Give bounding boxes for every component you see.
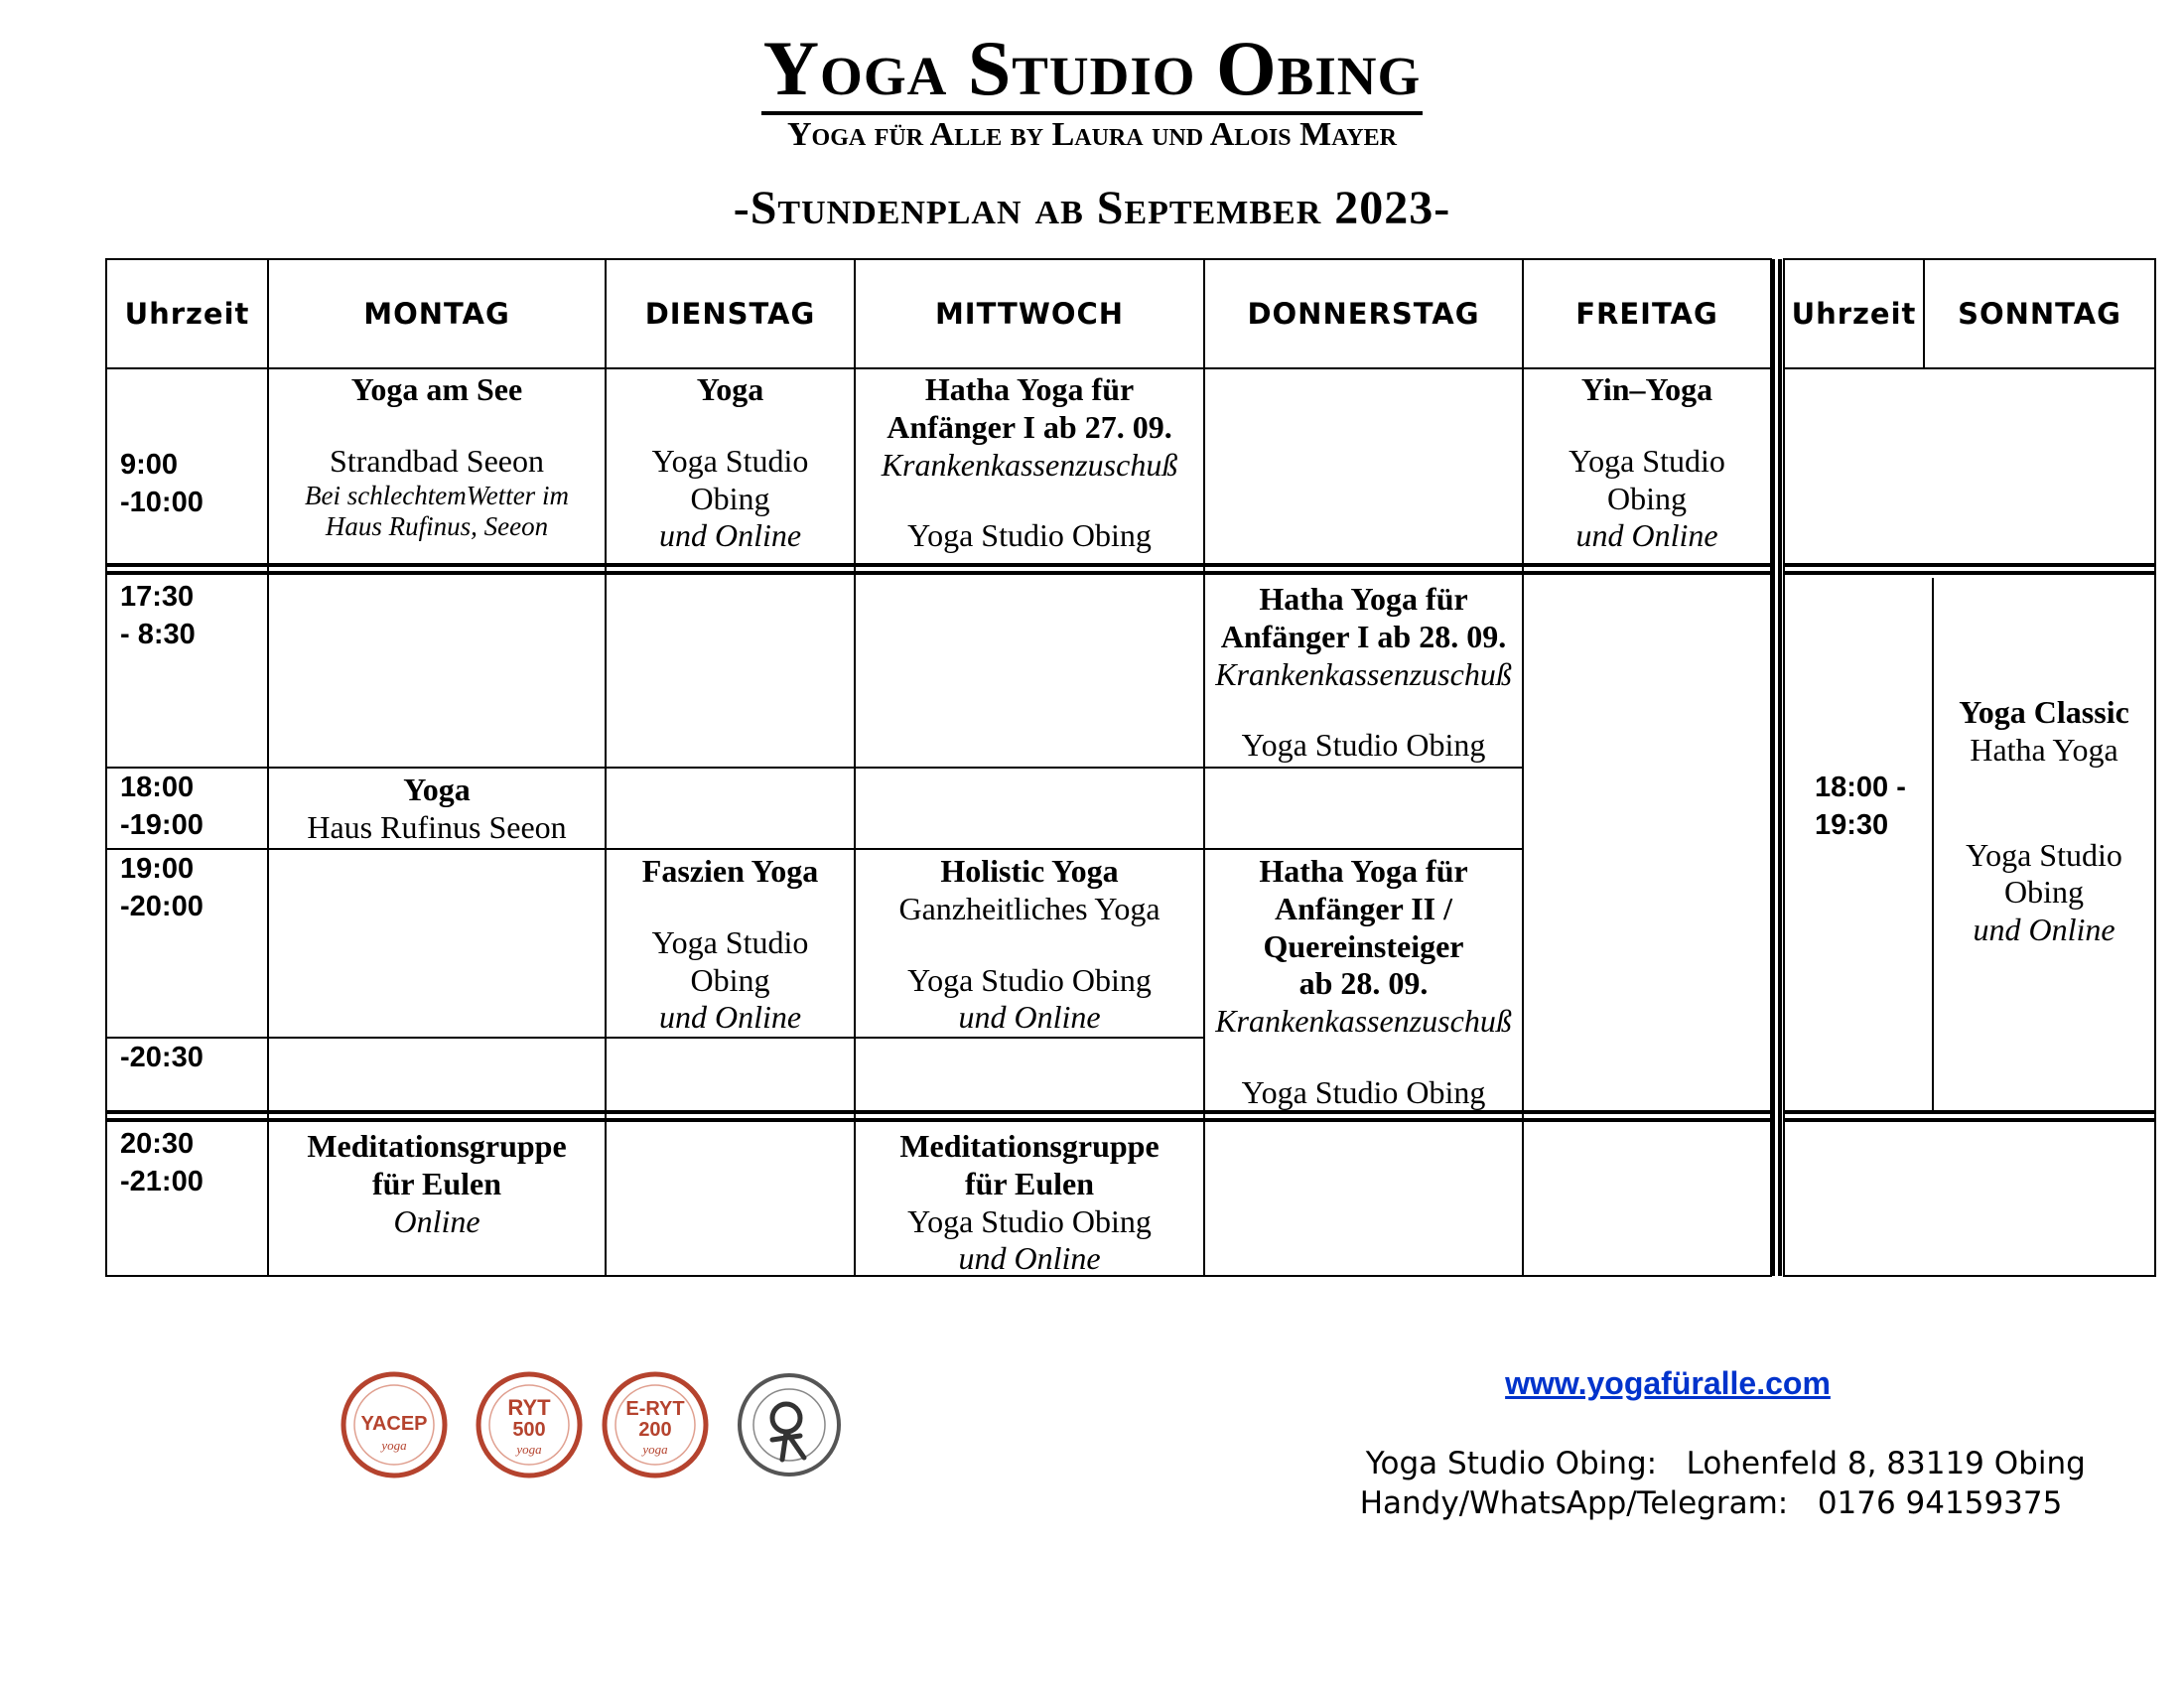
page-subtitle: Yoga für Alle by Laura und Alois Mayer [786, 116, 1398, 153]
time-end: -20:30 [120, 1042, 204, 1073]
eryt-sub: yoga [642, 1442, 668, 1457]
time-end: -21:00 [120, 1165, 204, 1197]
class-place: Yoga Studio [1569, 442, 1725, 479]
class-thu-1900 [1204, 847, 1523, 1112]
class-title: Quereinsteiger [1263, 927, 1464, 964]
class-title: Anfänger II / [1275, 890, 1452, 926]
column-header-freitag: FREITAG [1575, 297, 1718, 331]
class-title: ab 28. 09. [1298, 965, 1429, 1002]
class-mon-2030 [268, 1122, 606, 1240]
column-header-uhrzeit: Uhrzeit [124, 297, 250, 331]
class-title: für Eulen [964, 1165, 1095, 1201]
class-online: und Online [1973, 912, 2116, 947]
class-title: Meditationsgruppe [899, 1128, 1160, 1164]
class-note: Krankenkassenzuschuß [1215, 1003, 1512, 1039]
class-title: Anfänger I ab 27. 09. [887, 408, 1172, 445]
class-title: Yin–Yoga [1580, 371, 1713, 407]
class-place: Strandbad Seeon [330, 442, 544, 479]
yacep-sub: yoga [381, 1438, 407, 1453]
yacep-badge-icon [340, 1370, 449, 1479]
class-place: Yoga Studio Obing [907, 1202, 1152, 1239]
eryt-number: 200 [638, 1419, 672, 1441]
address-value: Lohenfeld 8, 83119 Obing [1686, 1446, 2086, 1481]
time-start: 19:00 [120, 853, 195, 885]
class-title: Yoga am See [350, 371, 523, 407]
class-title: Hatha Yoga für [924, 371, 1135, 407]
class-place: Yoga Studio Obing [1241, 727, 1486, 764]
eryt200-badge-icon [601, 1370, 710, 1479]
time-slot-1800 [106, 766, 268, 844]
class-wed-morning [855, 365, 1204, 555]
schedule-title: -Stundenplan ab September 2023- [733, 182, 1451, 234]
time-slot-sunday [1801, 766, 1930, 844]
class-note: Krankenkassenzuschuß [1215, 655, 1512, 692]
class-title: Yoga [696, 371, 764, 407]
column-header-uhrzeit-sunday: Uhrzeit [1791, 297, 1917, 331]
class-online: und Online [958, 999, 1101, 1036]
class-online: Online [393, 1202, 480, 1239]
class-sun-evening [1933, 688, 2155, 949]
class-tue-1900 [606, 847, 855, 1037]
time-start: 9:00 [120, 449, 179, 481]
time-end: 19:30 [1815, 808, 1889, 841]
ryt-sub: yoga [516, 1442, 542, 1457]
class-place: Obing [690, 961, 770, 998]
time-end: -19:00 [120, 808, 204, 841]
ryt-number: 500 [512, 1419, 546, 1441]
class-note: Haus Rufinus, Seeon [325, 511, 549, 542]
class-place: Obing [2004, 874, 2084, 911]
class-wed-2030 [855, 1122, 1204, 1278]
time-end: -20:00 [120, 890, 204, 922]
phone-value: 0176 94159375 [1817, 1485, 2063, 1521]
class-title: für Eulen [371, 1165, 502, 1201]
class-title: Hatha Yoga für [1259, 581, 1468, 617]
column-header-mittwoch: MITTWOCH [934, 297, 1125, 331]
class-title: Anfänger I ab 28. 09. [1220, 618, 1507, 654]
time-slot-2030-end [106, 1036, 268, 1077]
class-place: Yoga Studio [651, 442, 809, 479]
class-title: Yoga [403, 772, 471, 807]
column-header-montag: MONTAG [363, 297, 510, 331]
column-header-dienstag: DIENSTAG [644, 297, 816, 331]
phone-line [1340, 1450, 2062, 1521]
class-online: und Online [958, 1240, 1101, 1277]
time-slot-2030 [106, 1122, 268, 1200]
time-slot-1900 [106, 847, 268, 925]
time-start: 20:30 [120, 1128, 195, 1160]
time-start: 18:00 [120, 772, 195, 803]
class-tue-morning [606, 365, 855, 555]
praevention-badge-icon [735, 1370, 844, 1479]
class-online: und Online [658, 517, 802, 554]
eryt-text: E-RYT [625, 1398, 685, 1420]
class-place: Haus Rufinus Seeon [307, 808, 567, 845]
column-header-sonntag: SONNTAG [1958, 297, 2121, 331]
class-subtitle: Ganzheitliches Yoga [898, 890, 1160, 926]
yacep-text: YACEP [360, 1413, 428, 1435]
class-title: Faszien Yoga [641, 853, 819, 889]
website-link[interactable]: www.yogafüralle.com [1505, 1365, 1831, 1401]
time-slot-1730 [106, 575, 268, 653]
class-mon-1800 [268, 766, 606, 847]
class-title: Yoga Classic [1959, 694, 2129, 730]
class-place: Yoga Studio [1966, 836, 2122, 873]
class-place: Yoga Studio Obing [907, 517, 1152, 554]
phone-label: Handy/WhatsApp/Telegram: [1359, 1485, 1789, 1521]
class-place: Obing [690, 480, 770, 516]
class-mon-morning [268, 365, 606, 543]
class-place: Yoga Studio Obing [907, 961, 1152, 998]
class-subtitle: Hatha Yoga [1970, 731, 2118, 768]
time-end: -10:00 [120, 486, 204, 518]
footer-website [1320, 1365, 2015, 1402]
class-thu-1730 [1204, 575, 1523, 765]
class-online: und Online [658, 999, 802, 1036]
studio-name: Yoga Studio Obing [761, 30, 1424, 115]
class-place: Yoga Studio [651, 923, 809, 960]
class-note: Krankenkassenzuschuß [881, 446, 1178, 483]
time-slot-morning [106, 443, 268, 521]
class-online: und Online [1575, 517, 1718, 554]
column-header-donnerstag: DONNERSTAG [1247, 297, 1480, 331]
ryt-text: RYT [507, 1395, 551, 1420]
time-end: - 8:30 [120, 618, 196, 650]
class-title: Hatha Yoga für [1259, 853, 1468, 889]
time-start: 18:00 - [1815, 772, 1906, 803]
class-place: Yoga Studio Obing [1241, 1073, 1486, 1110]
class-title: Holistic Yoga [940, 853, 1119, 889]
class-wed-1900 [855, 847, 1204, 1037]
class-fri-morning [1523, 365, 1771, 555]
address-label: Yoga Studio Obing: [1365, 1446, 1658, 1481]
class-title: Meditationsgruppe [307, 1128, 567, 1164]
class-place: Obing [1607, 480, 1687, 516]
ryt500-badge-icon [475, 1370, 584, 1479]
class-note: Bei schlechtemWetter im [305, 480, 569, 510]
time-start: 17:30 [120, 581, 195, 613]
